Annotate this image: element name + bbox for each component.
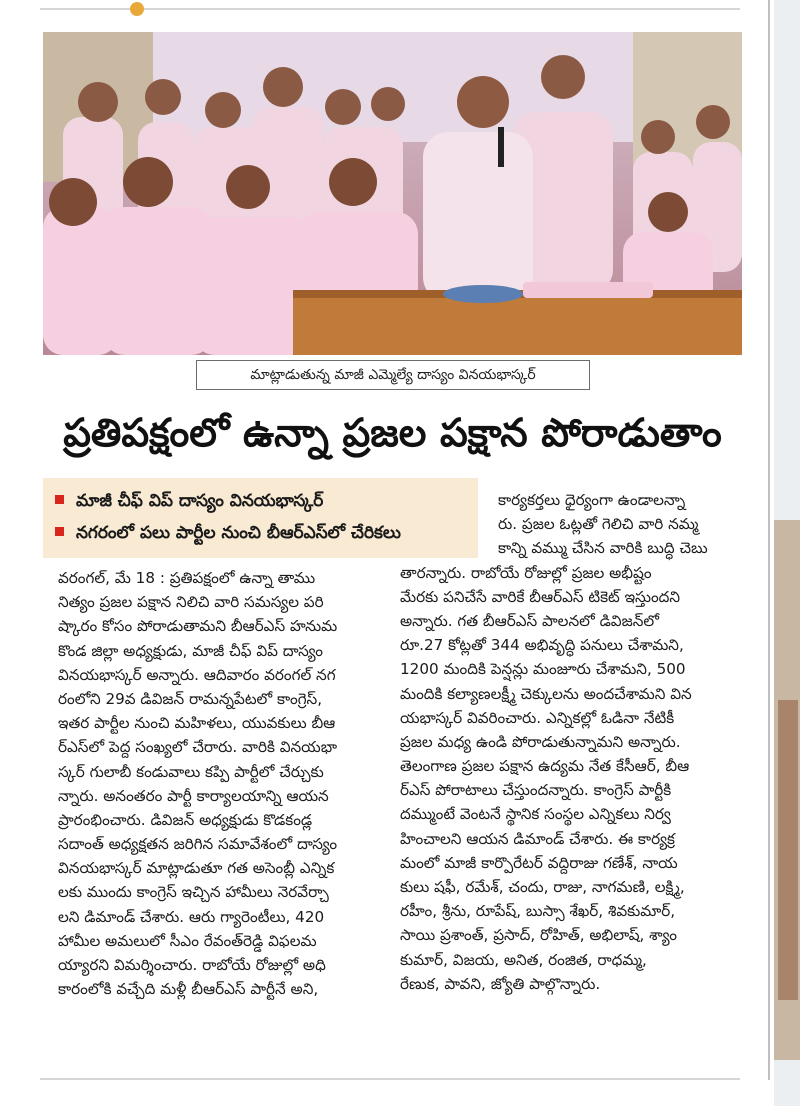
body-line: లని డిమాండ్ చేశారు. ఆరు గ్యారెంటీలు, 420 [58, 907, 325, 926]
body-line: దమ్ముంటే వెంటనే స్థానిక సంస్థల ఎన్నికలు నిర్వ [400, 805, 671, 824]
body-line: కుమార్, విజయ, అనిత, రంజిత, రాధమ్మ, [400, 950, 647, 969]
body-line: మేరకు పనిచేసే వారికే బీఆర్ఎస్ టికెట్ ఇస్తుందని [400, 587, 681, 606]
body-line: ర్ఎస్ పోరాటాలు చేస్తుందన్నారు. కాంగ్రెస్ పార్టీకి [400, 781, 672, 800]
body-line: వినయభాస్కర్ మాట్లాడుతూ గత అసెంబ్లీ ఎన్నిక [58, 859, 335, 878]
body-line: వరంగల్, మే 18 : ప్రతిపక్షంలో ఉన్నా తాము [58, 569, 316, 587]
subheading-item: మాజీ చీఫ్ విప్ దాస్యం వినయభాస్కర్ [55, 490, 323, 512]
body-line: సాయి ప్రశాంత్, ప్రసాద్, రోహిత్, అభిలాష్, శ్యాం [400, 926, 677, 945]
body-line: తారన్నారు. రాబోయే రోజుల్లో ప్రజల అభీష్టం [400, 563, 652, 582]
body-line: కార్యకర్తలు ధైర్యంగా ఉండాలన్నా [498, 491, 686, 509]
body-line: స్కర్ గులాబీ కండువాలు కప్పి పార్టీలో చేర్చుకు [58, 762, 324, 781]
people-at-meeting-image [43, 32, 742, 355]
body-line: ఇతర పార్టీల నుంచి మహిళలు, యువకులు బీఆ [58, 714, 336, 733]
news-photo [43, 32, 742, 355]
body-line: తెలంగాణ ప్రజల పక్షాన ఉద్యమ నేత కేసీఆర్, బీఆ [400, 757, 690, 776]
body-line: హామీల అమలులో సీఎం రేవంత్‌రెడ్డి విఫలమ [58, 931, 317, 950]
body-line: ర్ఎస్‌లో పెద్ద సంఖ్యలో చేరారు. వారికి వినయభా [58, 738, 337, 757]
body-line: కులు షఫీ, రమేశ్, చందు, రాజు, నాగమణి, లక్ష్మి, [400, 878, 685, 896]
body-line: కొండ జిల్లా అధ్యక్షుడు, మాజీ చీఫ్ విప్ దాస్యం [58, 641, 323, 660]
body-line: రూ.27 కోట్లతో 344 అభివృద్ధి పనులు చేశామని, [400, 636, 684, 655]
body-line: సదాంత్ అధ్యక్షతన జరిగిన సమావేశంలో దాస్యం [58, 835, 338, 854]
body-line: 1200 మందికి పెన్షన్లు మంజూరు చేశామని, 500 [400, 660, 686, 679]
photo-caption: మాట్లాడుతున్న మాజీ ఎమ్మెల్యే దాస్యం వినయభాస్కర్ [196, 360, 590, 390]
article-body-right [400, 488, 742, 996]
square-bullet-icon [55, 527, 64, 536]
body-line: కాన్ని వమ్ము చేసిన వారికి బుద్ధి చెబు [498, 539, 708, 558]
accent-dot [130, 2, 144, 16]
bottom-rule [40, 1078, 740, 1080]
body-line: వినయభాస్కర్ అన్నారు. ఆదివారం వరంగల్ నగ [58, 665, 336, 684]
body-line: రు. ప్రజల ఓట్లతో గెలిచి వారి నమ్మ [498, 515, 699, 534]
body-line: లకు ముందు కాంగ్రెస్ ఇచ్చిన హామీలు నెరవేర్చా [58, 883, 329, 902]
body-line: యభాస్కర్ వివరించారు. ఎన్నికల్లో ఓడినా నేటికీ [400, 708, 675, 727]
column-divider [768, 0, 770, 1080]
body-line: న్నారు. అనంతరం పార్టీ కార్యాలయాన్ని ఆయన [58, 786, 329, 805]
body-line: మందికి కల్యాణలక్ష్మీ చెక్కులను అందచేశామని విన [400, 684, 692, 703]
body-line: య్యారని విమర్శించారు. రాబోయే రోజుల్లో అధి [58, 956, 326, 974]
body-line: రేణుక, పావని, జ్యోతి పాల్గొన్నారు. [400, 974, 601, 993]
body-line: కారంలోకి వచ్చేది మళ్లీ బీఆర్ఎస్ పార్టీనే అని, [58, 980, 319, 999]
body-line: హించాలని ఆయన డిమాండ్ చేశారు. ఈ కార్యక్ర [400, 829, 675, 848]
adjacent-page-edge [774, 0, 800, 1106]
body-line: రంలోని 29వ డివిజన్ రామన్నపేటలో కాంగ్రెస్, [58, 689, 323, 708]
body-line: ష్కారం కోసం పోరాడుతామని బీఆర్ఎస్ హనుమ [58, 617, 338, 636]
top-rule [40, 8, 740, 10]
article-body-left [58, 566, 386, 1001]
headline: ప్రతిపక్షంలో ఉన్నా ప్రజల పక్షాన పోరాడుతాం [63, 411, 722, 456]
body-line: రహీం, శ్రీను, రూపేష్, బుస్సా శేఖర్, శివకుమార్, [400, 902, 676, 921]
subheading-item: నగరంలో పలు పార్టీల నుంచి బీఆర్ఎస్‌లో చేరికలు [55, 522, 401, 544]
body-line: మంలో మాజీ కార్పొరేటర్ వద్దిరాజు గణేశ్, నాయ [400, 853, 678, 872]
body-line: ప్రజల మధ్య ఉండి పోరాడుతున్నామని అన్నారు. [400, 732, 681, 751]
square-bullet-icon [55, 495, 64, 504]
body-line: నిత్యం ప్రజల పక్షాన నిలిచి వారి సమస్యల పరి [58, 593, 324, 612]
body-line: ప్రారంభించారు. డివిజన్ అధ్యక్షుడు కొడకండ్ల [58, 810, 313, 829]
body-line: అన్నారు. గత బీఆర్ఎస్ పాలనలో డివిజన్‌లో [400, 611, 659, 630]
